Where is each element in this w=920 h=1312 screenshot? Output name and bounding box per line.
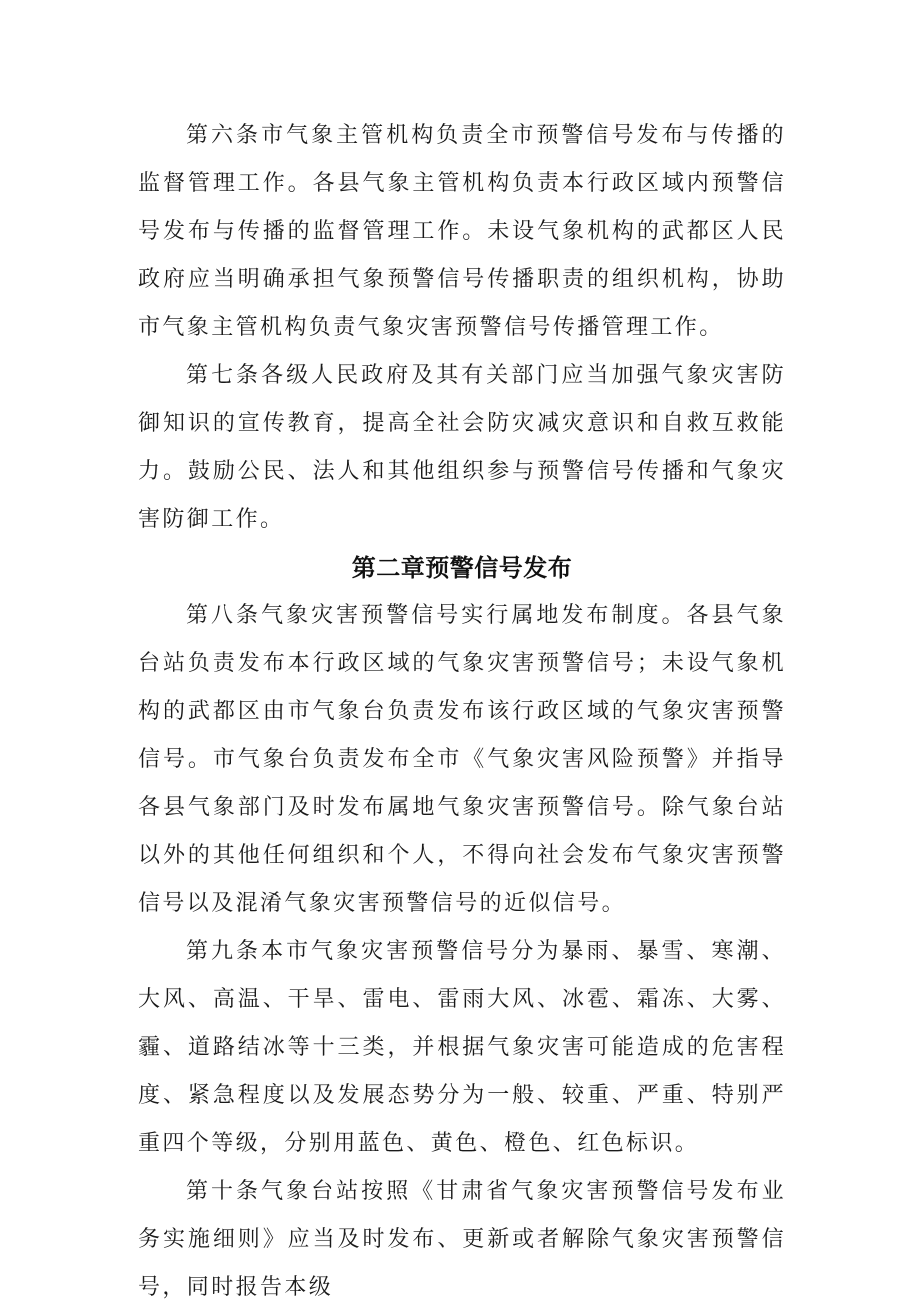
document-body xyxy=(138,112,786,1312)
article-10-paragraph: 第十条气象台站按照《甘肃省气象灾害预警信号发布业务实施细则》应当及时发布、更新或者解除气象灾害预警信号，同时报告本级 xyxy=(138,1179,786,1300)
article-8-paragraph: 第八条气象灾害预警信号实行属地发布制度。各县气象台站负责发布本行政区域的气象灾害预警信号；未设气象机构的武都区由市气象台负责发布该行政区域的气象灾害预警信号。市气象台负责发布全市《气象灾害风险预警》并指导各县气象部门及时发布属地气象灾害预警信号。除气象台站以外的其他任何组织和个人，不得向社会发布气象灾害预警信号以及混淆气象灾害预警信号的近似信号。 xyxy=(138,603,786,916)
chapter-heading: 第二章预警信号发布 xyxy=(351,554,573,582)
article-6-paragraph: 第六条市气象主管机构负责全市预警信号发布与传播的监督管理工作。各县气象主管机构负责本行政区域内预警信号发布与传播的监督管理工作。未设气象机构的武都区人民政府应当明确承担气象预警信号传播职责的组织机构，协助市气象主管机构负责气象灾害预警信号传播管理工作。 xyxy=(138,123,786,340)
article-7-paragraph: 第七条各级人民政府及其有关部门应当加强气象灾害防御知识的宣传教育，提高全社会防灾减灾意识和自救互救能力。鼓励公民、法人和其他组织参与预警信号传播和气象灾害防御工作。 xyxy=(138,363,786,532)
article-9-paragraph: 第九条本市气象灾害预警信号分为暴雨、暴雪、寒潮、大风、高温、干旱、雷电、雷雨大风、冰雹、霜冻、大雾、霾、道路结冰等十三类，并根据气象灾害可能造成的危害程度、紧急程度以及发展态势分为一般、较重、严重、特别严重四个等级，分别用蓝色、黄色、橙色、红色标识。 xyxy=(138,939,786,1156)
